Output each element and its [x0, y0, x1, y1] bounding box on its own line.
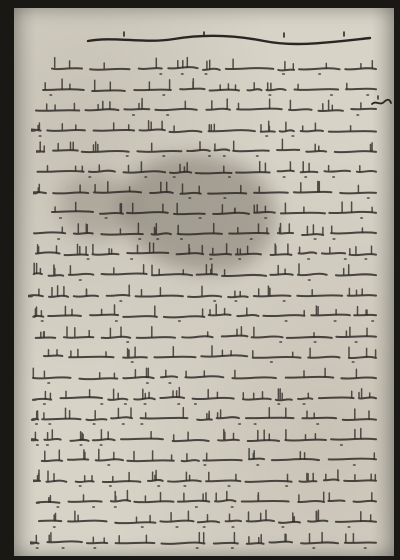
- text-line: [32, 97, 378, 117]
- manuscript-page: [14, 8, 394, 556]
- text-line-writing: [48, 200, 378, 220]
- text-line: [30, 530, 378, 550]
- text-line-writing: [30, 324, 378, 344]
- text-line-writing: [31, 118, 378, 138]
- text-line: [31, 303, 378, 323]
- manuscript-heading: [84, 30, 374, 48]
- text-line-writing: [33, 77, 378, 97]
- text-line: [33, 468, 378, 488]
- text-line: [32, 241, 378, 261]
- text-line: [30, 324, 378, 344]
- text-line: [33, 447, 378, 467]
- text-line-writing: [33, 180, 378, 200]
- text-line: [28, 283, 378, 303]
- text-line-writing: [48, 56, 378, 76]
- text-line-writing: [32, 241, 378, 261]
- text-line-writing: [33, 344, 378, 364]
- text-line-writing: [28, 283, 378, 303]
- text-line-writing: [30, 262, 378, 282]
- manuscript-body: [20, 56, 378, 552]
- text-line: [29, 365, 378, 385]
- text-line: [32, 386, 378, 406]
- heading-writing: [84, 30, 374, 48]
- text-line-writing: [33, 468, 378, 488]
- text-line: [31, 427, 378, 447]
- text-line-writing: [32, 386, 378, 406]
- text-line: [48, 56, 378, 76]
- text-line-writing: [33, 447, 378, 467]
- text-line-writing: [31, 427, 378, 447]
- text-line: [31, 159, 378, 179]
- text-line-writing: [29, 365, 378, 385]
- text-line: [36, 138, 378, 158]
- text-line: [35, 509, 378, 529]
- text-line-writing: [32, 97, 378, 117]
- text-line: [30, 221, 378, 241]
- text-line-writing: [30, 530, 378, 550]
- text-line-writing: [30, 221, 378, 241]
- text-line: [35, 489, 378, 509]
- text-line: [31, 406, 378, 426]
- text-line: [33, 344, 378, 364]
- text-line-writing: [35, 509, 378, 529]
- text-line: [30, 262, 378, 282]
- text-line-writing: [31, 303, 378, 323]
- text-line-writing: [35, 489, 378, 509]
- text-line-writing: [31, 159, 378, 179]
- text-line-writing: [31, 406, 378, 426]
- text-line: [33, 77, 378, 97]
- text-line: [48, 200, 378, 220]
- text-line: [33, 180, 378, 200]
- text-line: [31, 118, 378, 138]
- text-line-writing: [36, 138, 378, 158]
